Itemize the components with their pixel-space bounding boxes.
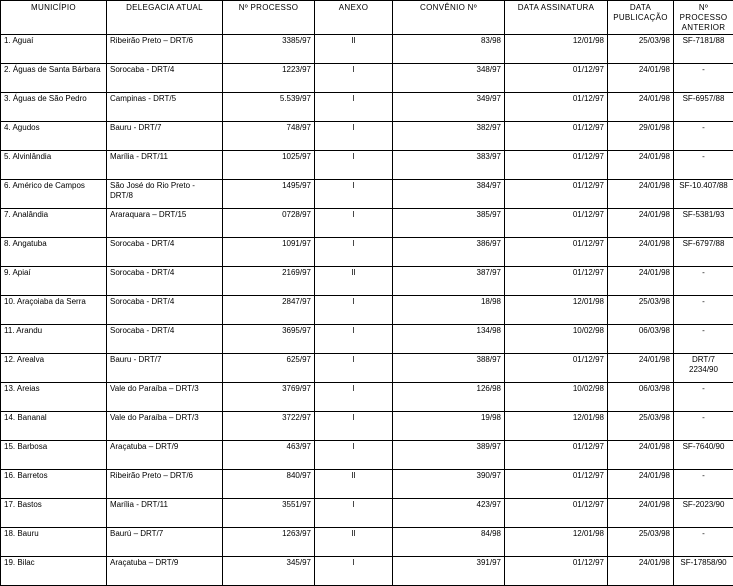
cell-anexo: II bbox=[315, 470, 393, 499]
header-delegacia: DELEGACIA ATUAL bbox=[107, 1, 223, 35]
cell-delegacia: Sorocaba - DRT/4 bbox=[107, 64, 223, 93]
cell-delegacia: Sorocaba - DRT/4 bbox=[107, 325, 223, 354]
header-convenio: CONVÊNIO Nº bbox=[393, 1, 505, 35]
table-row bbox=[1, 151, 733, 180]
cell-publicacao: 06/03/98 bbox=[608, 383, 674, 412]
cell-delegacia: Baurú – DRT/7 bbox=[107, 528, 223, 557]
cell-assinatura: 01/12/97 bbox=[505, 180, 608, 209]
cell-anterior: SF-7640/90 bbox=[674, 441, 733, 470]
cell-delegacia: Sorocaba - DRT/4 bbox=[107, 296, 223, 325]
cell-municipio: 14. Bananal bbox=[1, 412, 107, 441]
cell-anterior: - bbox=[674, 470, 733, 499]
cell-municipio: 8. Angatuba bbox=[1, 238, 107, 267]
cell-assinatura: 12/01/98 bbox=[505, 528, 608, 557]
cell-anexo: I bbox=[315, 557, 393, 586]
cell-anexo: I bbox=[315, 64, 393, 93]
cell-anexo: I bbox=[315, 354, 393, 383]
cell-convenio: 384/97 bbox=[393, 180, 505, 209]
cell-municipio: 9. Apiaí bbox=[1, 267, 107, 296]
cell-convenio: 126/98 bbox=[393, 383, 505, 412]
cell-municipio: 16. Barretos bbox=[1, 470, 107, 499]
cell-processo: 0728/97 bbox=[223, 209, 315, 238]
cell-publicacao: 25/03/98 bbox=[608, 412, 674, 441]
cell-anexo: I bbox=[315, 412, 393, 441]
cell-anexo: I bbox=[315, 296, 393, 325]
cell-assinatura: 01/12/97 bbox=[505, 354, 608, 383]
cell-assinatura: 01/12/97 bbox=[505, 557, 608, 586]
table-row bbox=[1, 354, 733, 383]
cell-anterior: SF-7181/88 bbox=[674, 35, 733, 64]
cell-delegacia: Sorocaba - DRT/4 bbox=[107, 238, 223, 267]
cell-publicacao: 24/01/98 bbox=[608, 499, 674, 528]
cell-anexo: I bbox=[315, 499, 393, 528]
cell-convenio: 389/97 bbox=[393, 441, 505, 470]
cell-anterior: SF-2023/90 bbox=[674, 499, 733, 528]
cell-processo: 3722/97 bbox=[223, 412, 315, 441]
cell-anterior: DRT/7 2234/90 bbox=[674, 354, 733, 383]
table-row bbox=[1, 122, 733, 151]
cell-publicacao: 24/01/98 bbox=[608, 470, 674, 499]
cell-publicacao: 24/01/98 bbox=[608, 267, 674, 296]
cell-anexo: I bbox=[315, 383, 393, 412]
cell-delegacia: Marília - DRT/11 bbox=[107, 499, 223, 528]
cell-anexo: I bbox=[315, 180, 393, 209]
table-row bbox=[1, 528, 733, 557]
cell-publicacao: 25/03/98 bbox=[608, 528, 674, 557]
cell-convenio: 19/98 bbox=[393, 412, 505, 441]
header-row bbox=[1, 1, 733, 35]
cell-processo: 3385/97 bbox=[223, 35, 315, 64]
cell-publicacao: 25/03/98 bbox=[608, 35, 674, 64]
cell-convenio: 391/97 bbox=[393, 557, 505, 586]
cell-assinatura: 01/12/97 bbox=[505, 499, 608, 528]
table-row bbox=[1, 238, 733, 267]
cell-processo: 1091/97 bbox=[223, 238, 315, 267]
cell-municipio: 6. Américo de Campos bbox=[1, 180, 107, 209]
cell-processo: 345/97 bbox=[223, 557, 315, 586]
table-row bbox=[1, 325, 733, 354]
cell-convenio: 383/97 bbox=[393, 151, 505, 180]
cell-municipio: 5. Alvinlândia bbox=[1, 151, 107, 180]
cell-anexo: I bbox=[315, 93, 393, 122]
table-row bbox=[1, 441, 733, 470]
cell-anterior: SF-6797/88 bbox=[674, 238, 733, 267]
cell-processo: 1025/97 bbox=[223, 151, 315, 180]
cell-delegacia: Bauru - DRT/7 bbox=[107, 354, 223, 383]
cell-convenio: 390/97 bbox=[393, 470, 505, 499]
cell-assinatura: 10/02/98 bbox=[505, 325, 608, 354]
table-row bbox=[1, 267, 733, 296]
cell-anexo: I bbox=[315, 441, 393, 470]
cell-anterior: - bbox=[674, 296, 733, 325]
cell-convenio: 387/97 bbox=[393, 267, 505, 296]
cell-processo: 463/97 bbox=[223, 441, 315, 470]
cell-municipio: 15. Barbosa bbox=[1, 441, 107, 470]
cell-delegacia: Vale do Paraíba – DRT/3 bbox=[107, 383, 223, 412]
cell-assinatura: 01/12/97 bbox=[505, 441, 608, 470]
cell-anexo: II bbox=[315, 267, 393, 296]
cell-municipio: 2. Águas de Santa Bárbara bbox=[1, 64, 107, 93]
cell-delegacia: Ribeirão Preto – DRT/6 bbox=[107, 35, 223, 64]
cell-assinatura: 01/12/97 bbox=[505, 238, 608, 267]
table-row bbox=[1, 209, 733, 238]
cell-anexo: I bbox=[315, 209, 393, 238]
cell-processo: 5.539/97 bbox=[223, 93, 315, 122]
cell-publicacao: 06/03/98 bbox=[608, 325, 674, 354]
cell-municipio: 7. Analândia bbox=[1, 209, 107, 238]
cell-anexo: I bbox=[315, 238, 393, 267]
cell-municipio: 4. Agudos bbox=[1, 122, 107, 151]
cell-delegacia: Araçatuba – DRT/9 bbox=[107, 441, 223, 470]
cell-publicacao: 24/01/98 bbox=[608, 209, 674, 238]
cell-assinatura: 10/02/98 bbox=[505, 383, 608, 412]
cell-processo: 625/97 bbox=[223, 354, 315, 383]
cell-anterior: SF-17858/90 bbox=[674, 557, 733, 586]
cell-municipio: 12. Arealva bbox=[1, 354, 107, 383]
cell-processo: 748/97 bbox=[223, 122, 315, 151]
cell-assinatura: 01/12/97 bbox=[505, 267, 608, 296]
header-anterior: Nº PROCESSO ANTERIOR bbox=[674, 1, 733, 35]
cell-publicacao: 24/01/98 bbox=[608, 151, 674, 180]
header-processo: Nº PROCESSO bbox=[223, 1, 315, 35]
cell-anterior: - bbox=[674, 122, 733, 151]
cell-delegacia: Araraquara – DRT/15 bbox=[107, 209, 223, 238]
cell-convenio: 349/97 bbox=[393, 93, 505, 122]
cell-municipio: 18. Bauru bbox=[1, 528, 107, 557]
cell-convenio: 388/97 bbox=[393, 354, 505, 383]
cell-delegacia: Marília - DRT/11 bbox=[107, 151, 223, 180]
header-publicacao: DATA PUBLICAÇÃO bbox=[608, 1, 674, 35]
cell-publicacao: 24/01/98 bbox=[608, 238, 674, 267]
cell-assinatura: 01/12/97 bbox=[505, 122, 608, 151]
cell-convenio: 386/97 bbox=[393, 238, 505, 267]
cell-municipio: 11. Arandu bbox=[1, 325, 107, 354]
cell-assinatura: 01/12/97 bbox=[505, 209, 608, 238]
cell-municipio: 1. Aguaí bbox=[1, 35, 107, 64]
cell-publicacao: 24/01/98 bbox=[608, 64, 674, 93]
cell-assinatura: 12/01/98 bbox=[505, 35, 608, 64]
cell-delegacia: Ribeirão Preto – DRT/6 bbox=[107, 470, 223, 499]
cell-processo: 3769/97 bbox=[223, 383, 315, 412]
cell-anterior: SF-10.407/88 bbox=[674, 180, 733, 209]
cell-anterior: - bbox=[674, 325, 733, 354]
cell-processo: 2847/97 bbox=[223, 296, 315, 325]
cell-convenio: 382/97 bbox=[393, 122, 505, 151]
table-row bbox=[1, 93, 733, 122]
cell-municipio: 17. Bastos bbox=[1, 499, 107, 528]
table-row bbox=[1, 35, 733, 64]
table-row bbox=[1, 383, 733, 412]
cell-processo: 1263/97 bbox=[223, 528, 315, 557]
cell-anterior: - bbox=[674, 64, 733, 93]
cell-publicacao: 29/01/98 bbox=[608, 122, 674, 151]
cell-processo: 1495/97 bbox=[223, 180, 315, 209]
cell-publicacao: 24/01/98 bbox=[608, 557, 674, 586]
cell-assinatura: 01/12/97 bbox=[505, 151, 608, 180]
cell-anexo: I bbox=[315, 122, 393, 151]
cell-municipio: 13. Areias bbox=[1, 383, 107, 412]
cell-anterior: - bbox=[674, 412, 733, 441]
cell-processo: 2169/97 bbox=[223, 267, 315, 296]
cell-convenio: 84/98 bbox=[393, 528, 505, 557]
table-row bbox=[1, 64, 733, 93]
header-anexo: ANEXO bbox=[315, 1, 393, 35]
cell-anexo: II bbox=[315, 528, 393, 557]
cell-municipio: 19. Bilac bbox=[1, 557, 107, 586]
cell-publicacao: 24/01/98 bbox=[608, 354, 674, 383]
cell-assinatura: 12/01/98 bbox=[505, 412, 608, 441]
cell-anexo: I bbox=[315, 151, 393, 180]
cell-anterior: - bbox=[674, 267, 733, 296]
cell-assinatura: 12/01/98 bbox=[505, 296, 608, 325]
table-row bbox=[1, 296, 733, 325]
cell-processo: 3695/97 bbox=[223, 325, 315, 354]
cell-publicacao: 24/01/98 bbox=[608, 441, 674, 470]
cell-anterior: - bbox=[674, 528, 733, 557]
table-row bbox=[1, 412, 733, 441]
cell-processo: 1223/97 bbox=[223, 64, 315, 93]
cell-publicacao: 25/03/98 bbox=[608, 296, 674, 325]
cell-delegacia: Araçatuba – DRT/9 bbox=[107, 557, 223, 586]
cell-processo: 840/97 bbox=[223, 470, 315, 499]
cell-anexo: I bbox=[315, 325, 393, 354]
cell-publicacao: 24/01/98 bbox=[608, 93, 674, 122]
table-row bbox=[1, 499, 733, 528]
cell-delegacia: São José do Rio Preto - DRT/8 bbox=[107, 180, 223, 209]
cell-convenio: 134/98 bbox=[393, 325, 505, 354]
table-row bbox=[1, 557, 733, 586]
cell-delegacia: Vale do Paraíba – DRT/3 bbox=[107, 412, 223, 441]
cell-anterior: SF-5381/93 bbox=[674, 209, 733, 238]
cell-assinatura: 01/12/97 bbox=[505, 64, 608, 93]
cell-publicacao: 24/01/98 bbox=[608, 180, 674, 209]
cell-anterior: SF-6957/88 bbox=[674, 93, 733, 122]
cell-convenio: 423/97 bbox=[393, 499, 505, 528]
cell-municipio: 10. Araçoiaba da Serra bbox=[1, 296, 107, 325]
cell-municipio: 3. Águas de São Pedro bbox=[1, 93, 107, 122]
cell-convenio: 18/98 bbox=[393, 296, 505, 325]
cell-delegacia: Sorocaba - DRT/4 bbox=[107, 267, 223, 296]
cell-convenio: 385/97 bbox=[393, 209, 505, 238]
cell-convenio: 348/97 bbox=[393, 64, 505, 93]
table-row bbox=[1, 470, 733, 499]
cell-anexo: II bbox=[315, 35, 393, 64]
cell-delegacia: Campinas - DRT/5 bbox=[107, 93, 223, 122]
cell-assinatura: 01/12/97 bbox=[505, 470, 608, 499]
header-municipio: MUNICÍPIO bbox=[1, 1, 107, 35]
cell-processo: 3551/97 bbox=[223, 499, 315, 528]
cell-anterior: - bbox=[674, 151, 733, 180]
cell-delegacia: Bauru - DRT/7 bbox=[107, 122, 223, 151]
table-row bbox=[1, 180, 733, 209]
cell-anterior: - bbox=[674, 383, 733, 412]
cell-assinatura: 01/12/97 bbox=[505, 93, 608, 122]
header-assinatura: DATA ASSINATURA bbox=[505, 1, 608, 35]
cell-convenio: 83/98 bbox=[393, 35, 505, 64]
